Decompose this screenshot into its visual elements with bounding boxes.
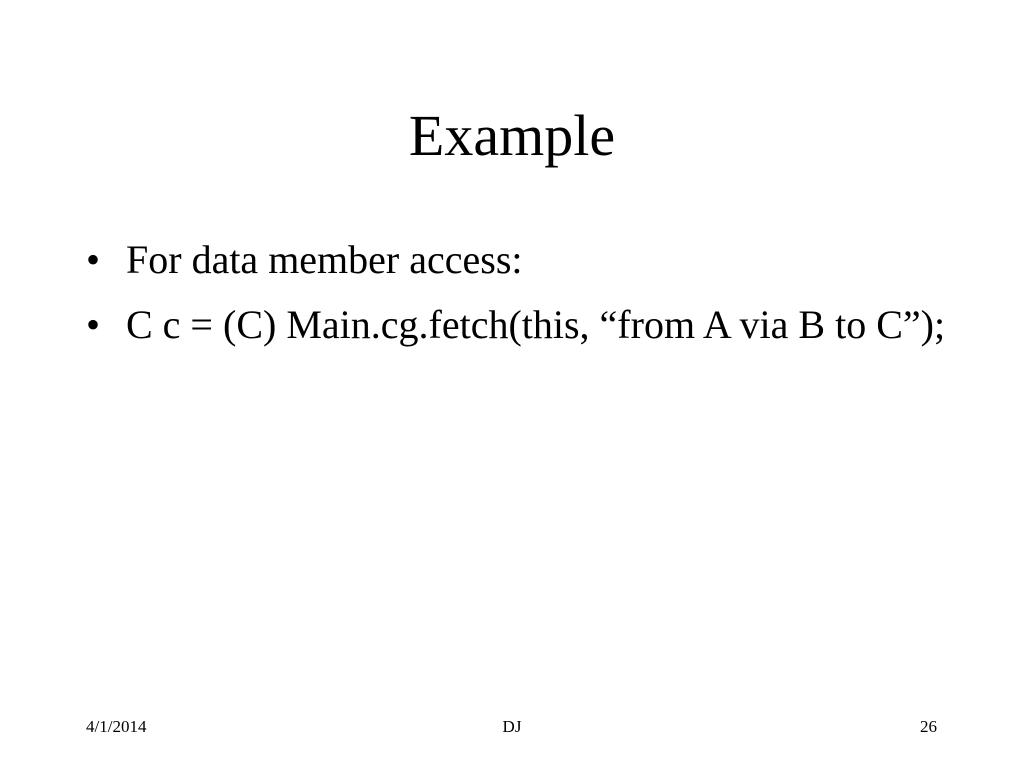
- bullet-item: [86, 297, 946, 352]
- bullet-text: For data member access:: [126, 237, 523, 282]
- bullet-text: C c = (C) Main.cg.fetch(this, “from A via B to C”);: [126, 302, 946, 347]
- footer-center-text: DJ: [502, 717, 522, 736]
- footer-date: 4/1/2014: [86, 717, 147, 736]
- bullet-marker: •: [86, 302, 101, 347]
- bullet-marker: •: [86, 237, 101, 282]
- bullet-item: [86, 232, 946, 287]
- page-number: 26: [920, 717, 937, 736]
- slide-title: Example: [408, 103, 616, 168]
- bullet-list: [86, 232, 946, 362]
